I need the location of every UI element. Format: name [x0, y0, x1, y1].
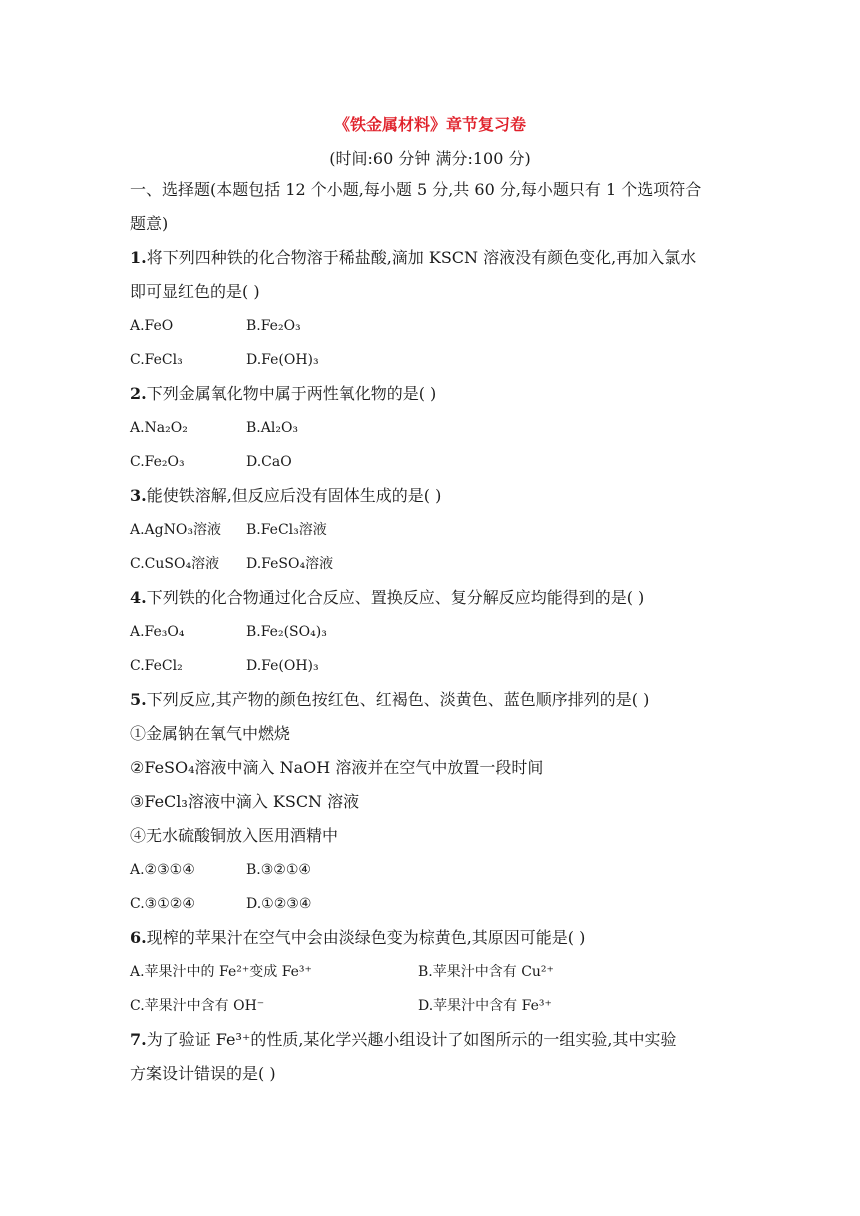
option-c: C.苹果汁中含有 OH⁻	[130, 998, 265, 1014]
question-text: 下列金属氧化物中属于两性氧化物的是( )	[146, 384, 437, 403]
option-b: B.Fe₂(SO₄)₃	[246, 624, 327, 640]
question-number: 6.	[130, 928, 147, 947]
question-text: 下列铁的化合物通过化合反应、置换反应、复分解反应均能得到的是( )	[146, 588, 645, 607]
question-4	[130, 587, 644, 609]
option-a: A.FeO	[130, 318, 174, 334]
question-2	[130, 383, 436, 405]
option-b: B.Al₂O₃	[246, 420, 299, 436]
question-number: 4.	[130, 588, 147, 607]
option-d: D.①②③④	[246, 896, 312, 912]
option-d: D.Fe(OH)₃	[246, 352, 319, 368]
section-heading-line2: 题意)	[130, 214, 169, 233]
option-a: A.AgNO₃溶液	[130, 522, 221, 538]
section-heading-line1: 一、选择题(本题包括 12 个小题,每小题 5 分,共 60 分,每小题只有 1 个选项符合	[130, 180, 702, 199]
option-b: B.苹果汁中含有 Cu²⁺	[418, 964, 554, 980]
statement-3: ③FeCl₃溶液中滴入 KSCN 溶液	[130, 792, 360, 811]
option-b: B.Fe₂O₃	[246, 318, 301, 334]
statement-2: ②FeSO₄溶液中滴入 NaOH 溶液并在空气中放置一段时间	[130, 758, 544, 777]
question-3	[130, 485, 441, 507]
option-c: C.CuSO₄溶液	[130, 556, 220, 572]
exam-meta: (时间:60 分钟 满分:100 分)	[329, 149, 531, 168]
option-a: A.②③①④	[130, 862, 195, 878]
statement-1: ①金属钠在氧气中燃烧	[130, 724, 291, 743]
option-d: D.Fe(OH)₃	[246, 658, 319, 674]
question-text: 为了验证 Fe³⁺的性质,某化学兴趣小组设计了如图所示的一组实验,其中实验	[146, 1030, 677, 1049]
question-number: 2.	[130, 384, 147, 403]
question-1	[130, 247, 696, 269]
question-text: 能使铁溶解,但反应后没有固体生成的是( )	[146, 486, 442, 505]
option-b: B.FeCl₃溶液	[246, 522, 327, 538]
option-c: C.FeCl₃	[130, 352, 183, 368]
question-7	[130, 1029, 677, 1051]
question-number: 5.	[130, 690, 147, 709]
option-b: B.③②①④	[246, 862, 311, 878]
question-number: 7.	[130, 1030, 147, 1049]
question-7-line2: 方案设计错误的是( )	[130, 1064, 276, 1083]
question-5	[130, 689, 649, 711]
option-c: C.Fe₂O₃	[130, 454, 185, 470]
option-a: A.Fe₃O₄	[130, 624, 185, 640]
option-a: A.苹果汁中的 Fe²⁺变成 Fe³⁺	[130, 964, 312, 980]
question-1-line2: 即可显红色的是( )	[130, 282, 260, 301]
question-6	[130, 927, 585, 949]
option-d: D.FeSO₄溶液	[246, 556, 334, 572]
question-number: 1.	[130, 248, 147, 267]
question-number: 3.	[130, 486, 147, 505]
question-text: 下列反应,其产物的颜色按红色、红褐色、淡黄色、蓝色顺序排列的是( )	[146, 690, 650, 709]
statement-4: ④无水硫酸铜放入医用酒精中	[130, 826, 339, 845]
question-text: 现榨的苹果汁在空气中会由淡绿色变为棕黄色,其原因可能是( )	[146, 928, 586, 947]
question-text: 将下列四种铁的化合物溶于稀盐酸,滴加 KSCN 溶液没有颜色变化,再加入氯水	[146, 248, 697, 267]
option-d: D.苹果汁中含有 Fe³⁺	[418, 998, 552, 1014]
page-title: 《铁金属材料》章节复习卷	[333, 115, 526, 134]
option-d: D.CaO	[246, 454, 292, 470]
option-c: C.③①②④	[130, 896, 195, 912]
option-c: C.FeCl₂	[130, 658, 183, 674]
option-a: A.Na₂O₂	[130, 420, 188, 436]
